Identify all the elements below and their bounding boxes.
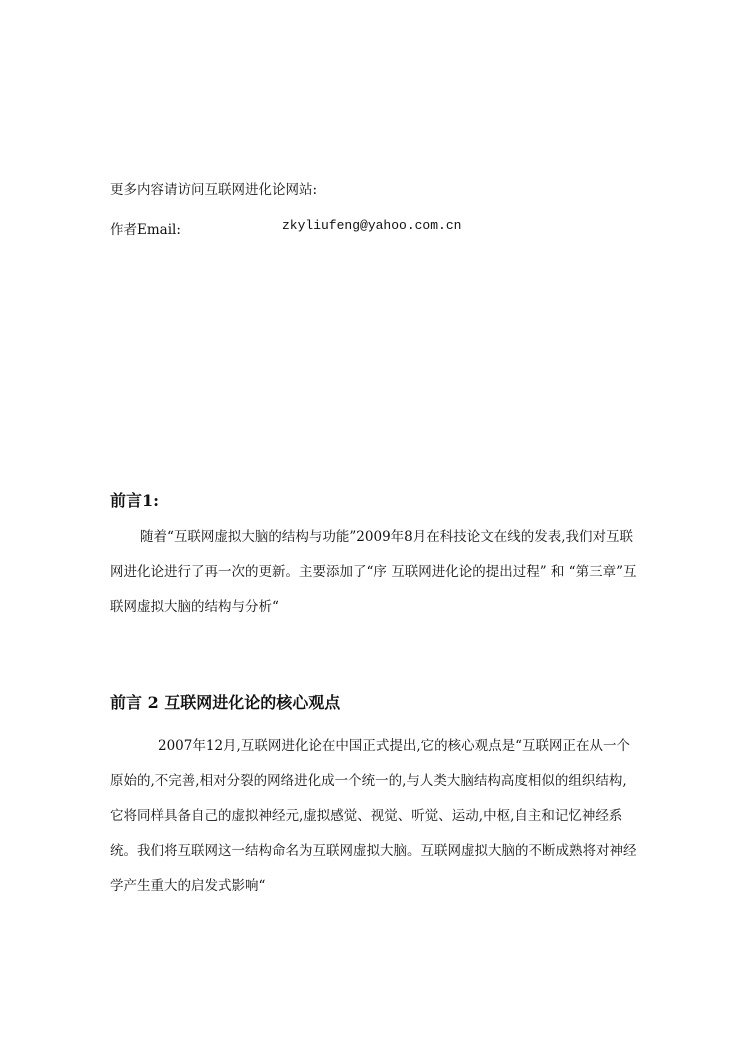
preface2-heading: 前言 2 互联网进化论的核心观点 bbox=[110, 693, 341, 712]
visit-website-line: 更多内容请访问互联网进化论网站: bbox=[110, 182, 318, 198]
email-label: 作者Email: bbox=[110, 222, 181, 238]
email-address: zkyliufeng@yahoo.com.cn bbox=[282, 218, 462, 233]
preface2-body: 2007年12月,互联网进化论在中国正式提出,它的核心观点是“互联网正在从一个原始的,不完善,相对分裂的网络进化成一个统一的,与人类大脑结构高度相似的组织结构,它将同样具备自己的虚拟神经元,虚拟感觉、视觉、听觉、运动,中枢,自主和记忆神经系统。我们将互联网这一结构命名为互联网虚拟大脑。互联网虚拟大脑的不断成熟将对神经学产生重大的启发式影响“ bbox=[110, 738, 637, 894]
author-email-row bbox=[110, 218, 462, 238]
preface1-body: 随着“互联网虚拟大脑的结构与功能”2009年8月在科技论文在线的发表,我们对互联网进化论进行了再一次的更新。主要添加了“序 互联网进化论的提出过程” 和 “第三章”互联网虚拟大脑的结构与分析“ bbox=[110, 529, 637, 615]
preface1-heading: 前言1: bbox=[110, 491, 160, 510]
